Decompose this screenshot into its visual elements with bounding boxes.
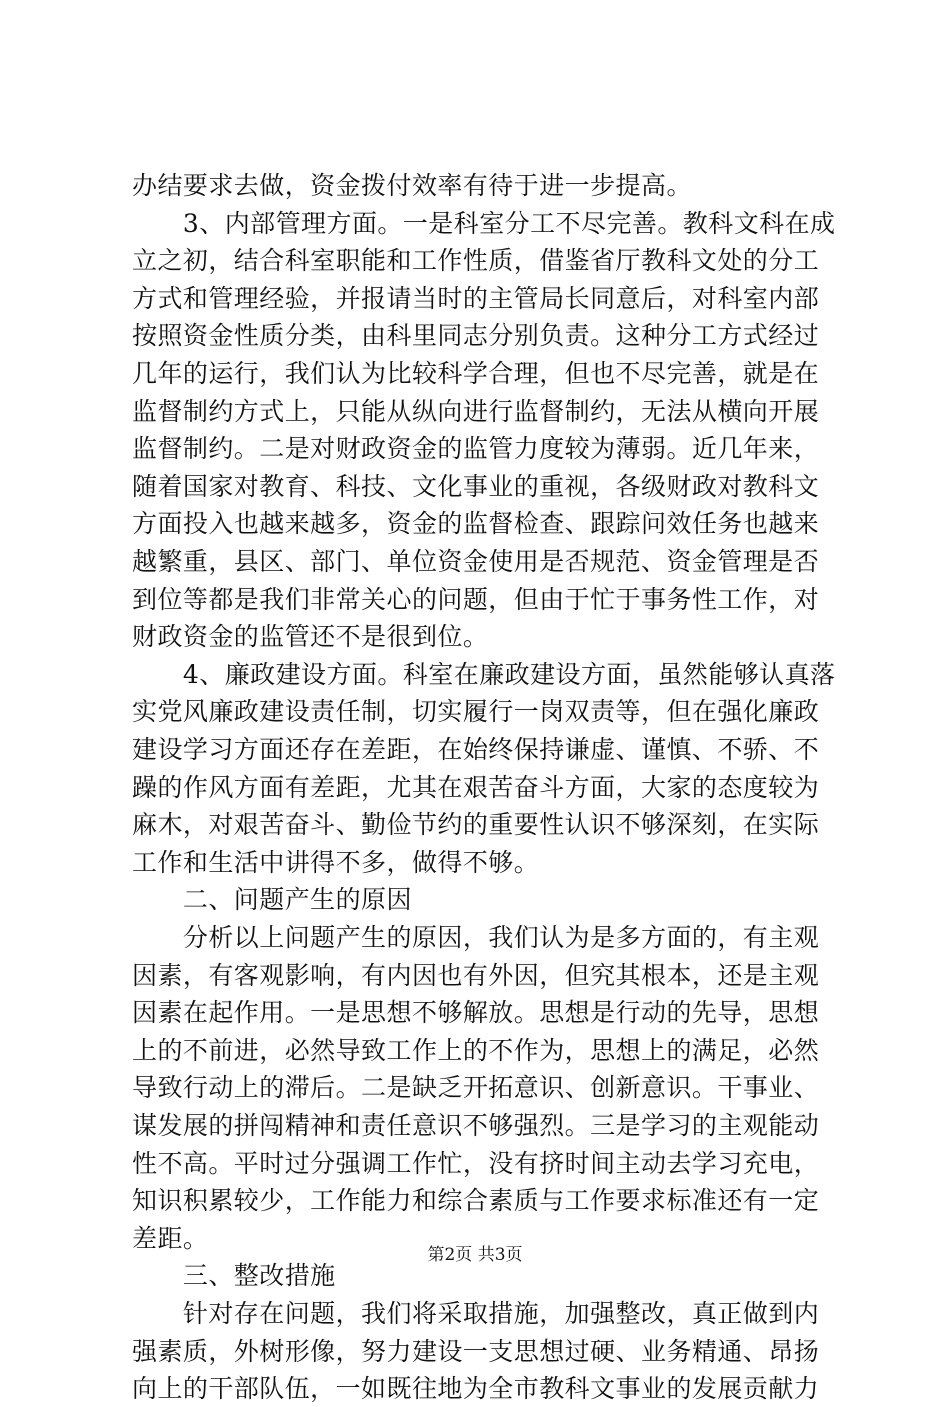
page-number-footer: 第2页 共3页 (427, 1245, 523, 1265)
text-line: 越繁重，县区、部门、单位资金使用是否规范、资金管理是否 (132, 547, 820, 576)
text-line: 建设学习方面还存在差距，在始终保持谦虚、谨慎、不骄、不 (132, 735, 820, 764)
text-line: 3、内部管理方面。一是科室分工不尽完善。教科文科在成 (132, 208, 836, 238)
text-line: 差距。 (132, 1223, 209, 1253)
text-line: 向上的干部队伍，一如既往地为全市教科文事业的发展贡献力 (132, 1374, 820, 1404)
text-line: 随着国家对教育、科技、文化事业的重视，各级财政对教科文 (132, 471, 820, 501)
text-line: 按照资金性质分类，由科里同志分别负责。这种分工方式经过 (132, 321, 820, 351)
text-line: 上的不前进，必然导致工作上的不作为，思想上的满足，必然 (132, 1035, 820, 1065)
text-line: 工作和生活中讲得不多，做得不够。 (132, 847, 540, 877)
text-line: 因素在起作用。一是思想不够解放。思想是行动的先导，思想 (132, 998, 820, 1028)
text-line: 分析以上问题产生的原因，我们认为是多方面的，有主观 (132, 923, 820, 952)
text-line: 针对存在问题，我们将采取措施，加强整改，真正做到内 (132, 1299, 820, 1328)
text-line: 谋发展的拼闯精神和责任意识不够强烈。三是学习的主观能动 (132, 1111, 820, 1140)
text-line: 麻木，对艰苦奋斗、勤俭节约的重要性认识不够深刻，在实际 (132, 810, 820, 840)
text-line: 躁的作风方面有差距，尤其在艰苦奋斗方面，大家的态度较为 (132, 772, 820, 802)
text-line: 方面投入也越来越多，资金的监督检查、跟踪问效任务也越来 (132, 509, 820, 539)
text-line: 性不高。平时过分强调工作忙，没有挤时间主动去学习充电， (132, 1148, 820, 1178)
text-line: 办结要求去做，资金拨付效率有待于进一步提高。 (132, 171, 692, 200)
text-line: 4、廉政建设方面。科室在廉政建设方面，虽然能够认真落 (132, 659, 836, 689)
text-line: 监督制约。二是对财政资金的监管力度较为薄弱。近几年来， (132, 434, 820, 464)
text-line: 几年的运行，我们认为比较科学合理，但也不尽完善，就是在 (132, 359, 820, 388)
text-line: 监督制约方式上，只能从纵向进行监督制约，无法从横向开展 (132, 396, 820, 426)
text-line: 方式和管理经验，并报请当时的主管局长同意后，对科室内部 (132, 283, 820, 313)
text-line: 实党风廉政建设责任制，切实履行一岗双责等，但在强化廉政 (132, 697, 820, 727)
text-line: 知识积累较少，工作能力和综合素质与工作要求标准还有一定 (132, 1186, 820, 1216)
text-line: 强素质，外树形像，努力建设一支思想过硬、业务精通、昂扬 (132, 1336, 820, 1366)
text-line: 二、问题产生的原因 (132, 885, 412, 915)
text-line: 财政资金的监管还不是很到位。 (132, 622, 489, 652)
text-line: 三、整改措施 (132, 1261, 336, 1291)
text-line: 到位等都是我们非常关心的问题，但由于忙于事务性工作，对 (132, 584, 820, 614)
text-line: 导致行动上的滞后。二是缺乏开拓意识、创新意识。干事业、 (132, 1073, 820, 1103)
text-line: 立之初，结合科室职能和工作性质，借鉴省厅教科文处的分工 (132, 246, 820, 276)
text-line: 因素，有客观影响，有内因也有外因，但究其根本，还是主观 (132, 960, 820, 990)
